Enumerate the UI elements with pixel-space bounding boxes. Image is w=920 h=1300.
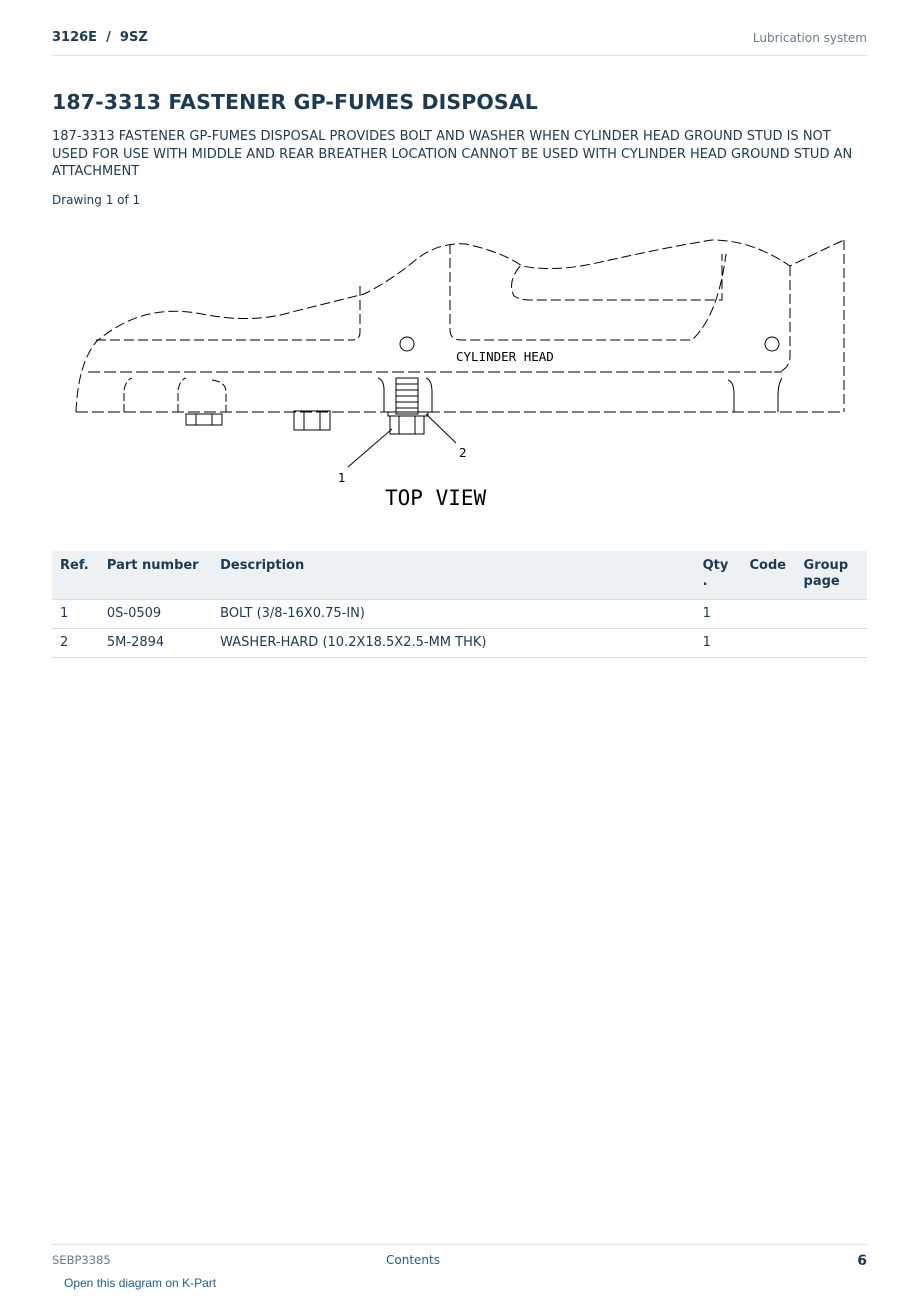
col-code: Code	[742, 551, 796, 600]
row-qty: 1	[695, 629, 742, 658]
row-part-number[interactable]: 5M-2894	[99, 629, 212, 658]
row-description: WASHER-HARD (10.2X18.5X2.5-MM THK)	[212, 629, 694, 658]
col-part-number: Part number	[99, 551, 212, 600]
row-group-page	[796, 629, 867, 658]
drawing-count: Drawing 1 of 1	[52, 193, 141, 207]
row-group-page	[796, 600, 867, 629]
callout-1[interactable]: 1	[338, 471, 346, 485]
parts-diagram[interactable]	[52, 224, 867, 524]
row-part-number[interactable]: 0S-0509	[99, 600, 212, 629]
table-row[interactable]	[52, 629, 867, 658]
table-header-row	[52, 551, 867, 600]
parts-table	[52, 551, 867, 658]
contents-link[interactable]: Contents	[386, 1253, 440, 1267]
view-label: TOP VIEW	[385, 486, 487, 510]
section-name: Lubrication system	[752, 31, 867, 45]
col-description: Description	[212, 551, 694, 600]
document-number: SEBP3385	[52, 1253, 111, 1267]
callout-2[interactable]: 2	[459, 446, 467, 460]
cylinder-head-label: CYLINDER HEAD	[456, 349, 554, 364]
diagram-svg	[52, 224, 867, 524]
page-header	[52, 28, 867, 56]
table-row[interactable]	[52, 600, 867, 629]
row-description: BOLT (3/8-16X0.75-IN)	[212, 600, 694, 629]
page-title: 187-3313 FASTENER GP-FUMES DISPOSAL	[52, 90, 538, 114]
page-footer	[52, 1244, 867, 1275]
part-description: 187-3313 FASTENER GP-FUMES DISPOSAL PROVIDES BOLT AND WASHER WHEN CYLINDER HEAD GROUND STUD IS NOT USED FOR USE WITH MIDDLE AND REAR BREATHER LOCATION CANNOT BE USED WITH CYLINDER HEAD GROUND STUD AN ATTACHMENT	[52, 129, 853, 179]
col-group-page: Group page	[796, 551, 867, 600]
col-qty: Qty .	[695, 551, 742, 600]
row-qty: 1	[695, 600, 742, 629]
col-ref: Ref.	[52, 551, 99, 600]
model-serial: 3126E / 9SZ	[52, 30, 148, 45]
row-ref: 2	[52, 629, 99, 658]
row-ref: 1	[52, 600, 99, 629]
kpart-link[interactable]: Open this diagram on K-Part	[64, 1276, 217, 1290]
row-code	[742, 629, 796, 658]
row-code	[742, 600, 796, 629]
page-number: 6	[857, 1253, 867, 1269]
